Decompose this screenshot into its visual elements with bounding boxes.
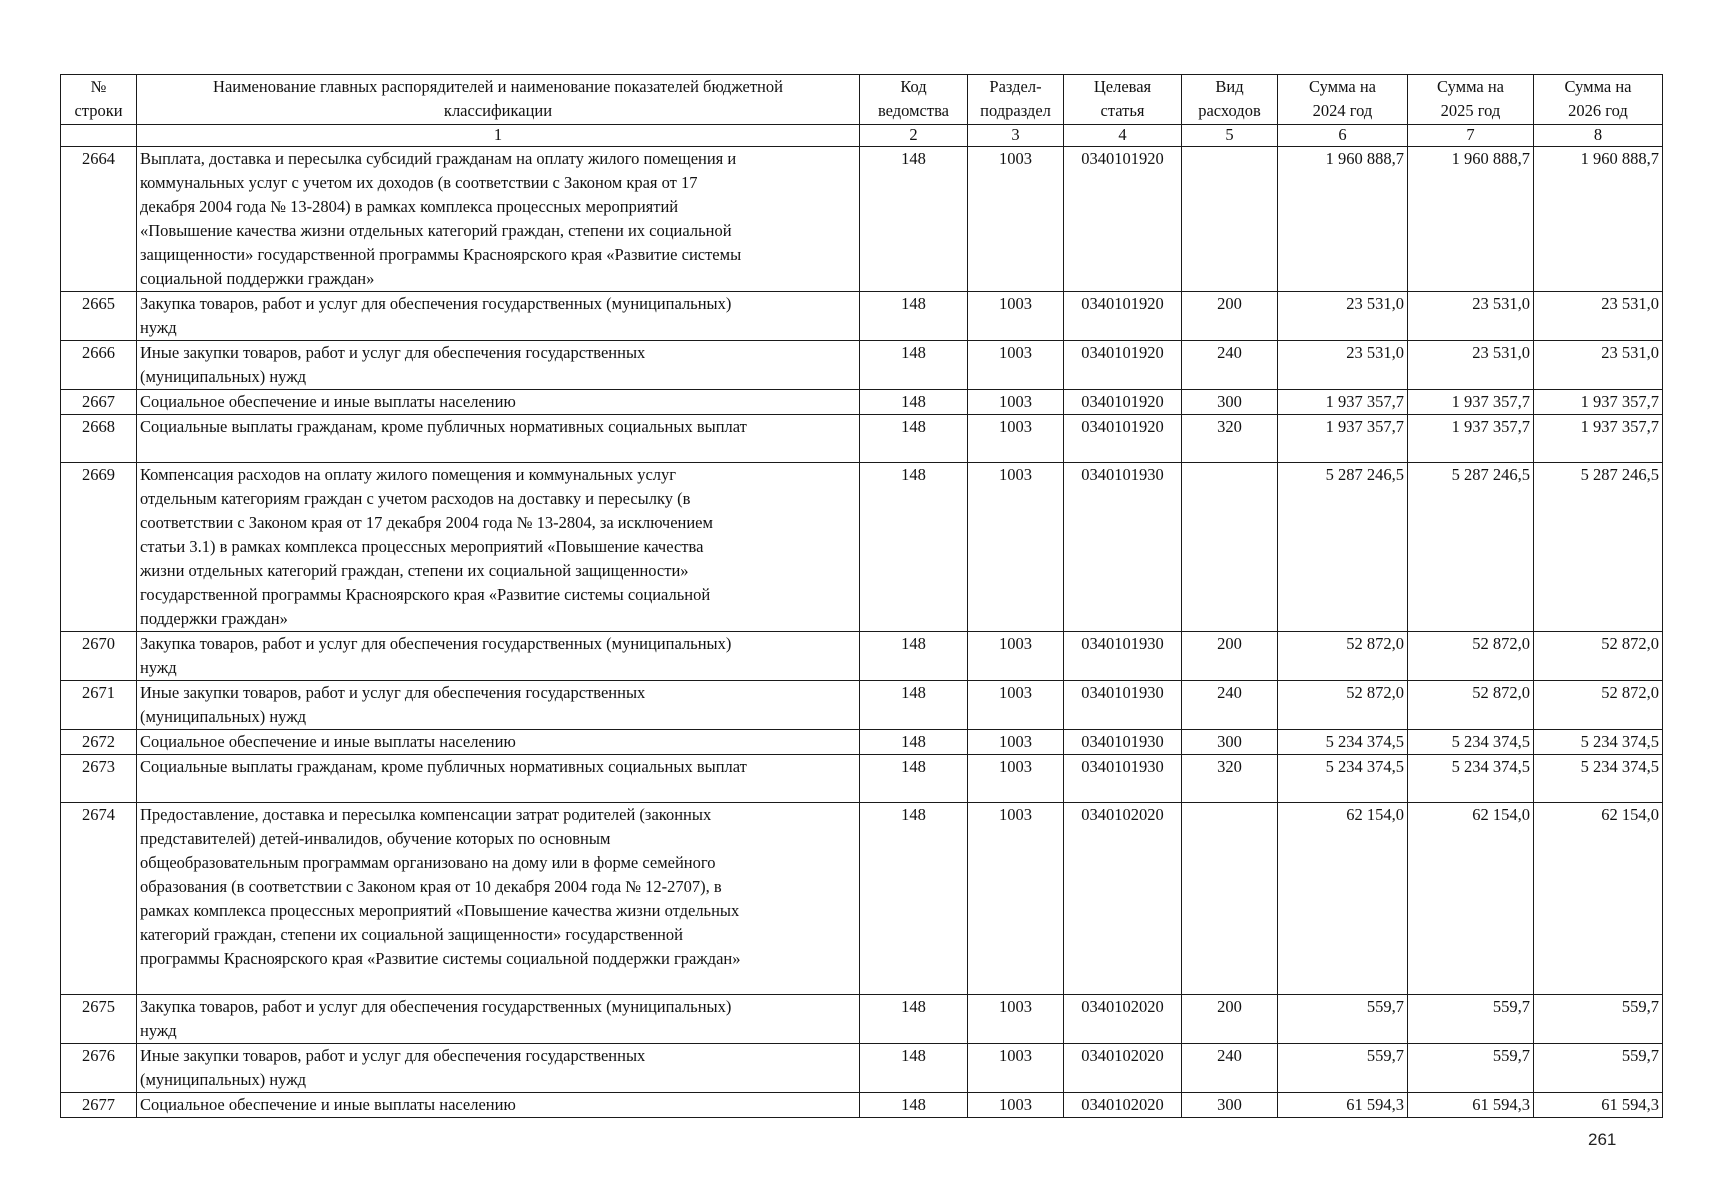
row-sum-2025-cell: 23 531,0: [1408, 292, 1534, 341]
row-razdel-cell: 1003: [968, 1044, 1064, 1093]
row-sum-2026-cell: 1 937 357,7: [1534, 415, 1663, 463]
row-number-cell: 2668: [61, 415, 137, 463]
header-sum-2025: Сумма на 2025 год: [1408, 75, 1534, 125]
row-sum-2026-cell: 5 234 374,5: [1534, 755, 1663, 803]
row-number-cell: 2677: [61, 1093, 137, 1118]
row-name-cell: Социальные выплаты гражданам, кроме публичных нормативных социальных выплат: [137, 755, 860, 803]
row-vid-cell: 300: [1182, 390, 1278, 415]
row-razdel-cell: 1003: [968, 632, 1064, 681]
row-ved-cell: 148: [860, 415, 968, 463]
row-razdel-cell: 1003: [968, 415, 1064, 463]
row-razdel-cell: 1003: [968, 147, 1064, 292]
column-number: 2: [860, 125, 968, 147]
row-sum-2026-cell: 5 287 246,5: [1534, 463, 1663, 632]
row-ved-cell: 148: [860, 341, 968, 390]
row-number-cell: 2675: [61, 995, 137, 1044]
table-row: [61, 730, 1663, 755]
column-number: 7: [1408, 125, 1534, 147]
budget-table: [60, 74, 1663, 1118]
header-sum-2026: Сумма на 2026 год: [1534, 75, 1663, 125]
row-ved-cell: 148: [860, 1093, 968, 1118]
header-vid: Вид расходов: [1182, 75, 1278, 125]
column-number: 4: [1064, 125, 1182, 147]
header-statya: Целевая статья: [1064, 75, 1182, 125]
row-sum-2024-cell: 5 234 374,5: [1278, 730, 1408, 755]
header-row-number: № строки: [61, 75, 137, 125]
row-sum-2025-cell: 1 937 357,7: [1408, 415, 1534, 463]
row-sum-2025-cell: 52 872,0: [1408, 632, 1534, 681]
row-number-cell: 2669: [61, 463, 137, 632]
row-vid-cell: 200: [1182, 995, 1278, 1044]
table-row: [61, 463, 1663, 632]
row-name-cell: Иные закупки товаров, работ и услуг для обеспечения государственных (муниципальных) нужд: [137, 341, 860, 390]
row-razdel-cell: 1003: [968, 995, 1064, 1044]
row-ved-cell: 148: [860, 390, 968, 415]
row-sum-2026-cell: 52 872,0: [1534, 681, 1663, 730]
row-name-cell: Предоставление, доставка и пересылка компенсации затрат родителей (законных представителей) детей-инвалидов, обучение которых по основным общеобразовательным программам организовано на дому или в форме семейного образования (в соответствии с Законом края от 10 декабря 2004 года № 12-2707), в рамках комплекса процессных мероприятий «Повышение качества жизни отдельных категорий граждан, степени их социальной защищенности» государственной программы Красноярского края «Развитие системы социальной поддержки граждан»: [137, 803, 860, 995]
header-ved: Код ведомства: [860, 75, 968, 125]
row-sum-2025-cell: 559,7: [1408, 995, 1534, 1044]
table-row: [61, 1044, 1663, 1093]
row-razdel-cell: 1003: [968, 390, 1064, 415]
row-statya-cell: 0340101920: [1064, 147, 1182, 292]
row-ved-cell: 148: [860, 803, 968, 995]
table-row: [61, 1093, 1663, 1118]
row-sum-2024-cell: 52 872,0: [1278, 632, 1408, 681]
row-sum-2024-cell: 559,7: [1278, 1044, 1408, 1093]
row-name-cell: Иные закупки товаров, работ и услуг для обеспечения государственных (муниципальных) нужд: [137, 681, 860, 730]
row-sum-2025-cell: 1 960 888,7: [1408, 147, 1534, 292]
row-vid-cell: 200: [1182, 632, 1278, 681]
row-sum-2024-cell: 23 531,0: [1278, 341, 1408, 390]
row-sum-2026-cell: 1 960 888,7: [1534, 147, 1663, 292]
row-sum-2025-cell: 1 937 357,7: [1408, 390, 1534, 415]
row-vid-cell: 240: [1182, 1044, 1278, 1093]
row-statya-cell: 0340101920: [1064, 390, 1182, 415]
row-sum-2024-cell: 1 960 888,7: [1278, 147, 1408, 292]
row-sum-2026-cell: 61 594,3: [1534, 1093, 1663, 1118]
row-sum-2025-cell: 5 234 374,5: [1408, 755, 1534, 803]
row-name-cell: Иные закупки товаров, работ и услуг для обеспечения государственных (муниципальных) нужд: [137, 1044, 860, 1093]
row-statya-cell: 0340101930: [1064, 755, 1182, 803]
row-sum-2025-cell: 61 594,3: [1408, 1093, 1534, 1118]
row-statya-cell: 0340102020: [1064, 1093, 1182, 1118]
row-name-cell: Закупка товаров, работ и услуг для обеспечения государственных (муниципальных) нужд: [137, 292, 860, 341]
row-razdel-cell: 1003: [968, 730, 1064, 755]
row-number-cell: 2671: [61, 681, 137, 730]
page-number: 261: [1588, 1130, 1617, 1149]
row-ved-cell: 148: [860, 292, 968, 341]
row-name-cell: Компенсация расходов на оплату жилого помещения и коммунальных услуг отдельным категориям граждан с учетом расходов на доставку и пересылку (в соответствии с Законом края от 17 декабря 2004 года № 13-2804, за исключением статьи 3.1) в рамках комплекса процессных мероприятий «Повышение качества жизни отдельных категорий граждан, степени их социальной защищенности» государственной программы Красноярского края «Развитие системы социальной поддержки граждан»: [137, 463, 860, 632]
row-sum-2025-cell: 62 154,0: [1408, 803, 1534, 995]
row-sum-2024-cell: 62 154,0: [1278, 803, 1408, 995]
row-name-cell: Выплата, доставка и пересылка субсидий гражданам на оплату жилого помещения и коммунальных услуг с учетом их доходов (в соответствии с Законом края от 17 декабря 2004 года № 13-2804) в рамках комплекса процессных мероприятий «Повышение качества жизни отдельных категорий граждан, степени их социальной защищенности» государственной программы Красноярского края «Развитие системы социальной поддержки граждан»: [137, 147, 860, 292]
table-row: [61, 390, 1663, 415]
row-name-cell: Закупка товаров, работ и услуг для обеспечения государственных (муниципальных) нужд: [137, 632, 860, 681]
row-statya-cell: 0340102020: [1064, 803, 1182, 995]
row-razdel-cell: 1003: [968, 463, 1064, 632]
row-statya-cell: 0340102020: [1064, 995, 1182, 1044]
table-row: [61, 147, 1663, 292]
row-sum-2026-cell: 62 154,0: [1534, 803, 1663, 995]
column-number: [61, 125, 137, 147]
row-name-cell: Социальное обеспечение и иные выплаты населению: [137, 730, 860, 755]
row-sum-2024-cell: 23 531,0: [1278, 292, 1408, 341]
row-razdel-cell: 1003: [968, 681, 1064, 730]
row-sum-2026-cell: 5 234 374,5: [1534, 730, 1663, 755]
row-vid-cell: 200: [1182, 292, 1278, 341]
column-number: 6: [1278, 125, 1408, 147]
row-vid-cell: [1182, 803, 1278, 995]
row-name-cell: Социальное обеспечение и иные выплаты населению: [137, 390, 860, 415]
header-razdel: Раздел- подраздел: [968, 75, 1064, 125]
row-razdel-cell: 1003: [968, 341, 1064, 390]
row-sum-2025-cell: 52 872,0: [1408, 681, 1534, 730]
row-sum-2024-cell: 5 287 246,5: [1278, 463, 1408, 632]
table-row: [61, 341, 1663, 390]
header-row: [61, 75, 1663, 125]
row-ved-cell: 148: [860, 681, 968, 730]
row-name-cell: Социальное обеспечение и иные выплаты населению: [137, 1093, 860, 1118]
row-statya-cell: 0340101930: [1064, 632, 1182, 681]
row-number-cell: 2664: [61, 147, 137, 292]
row-vid-cell: 240: [1182, 681, 1278, 730]
row-sum-2025-cell: 5 287 246,5: [1408, 463, 1534, 632]
row-ved-cell: 148: [860, 463, 968, 632]
table-body: [61, 147, 1663, 1118]
table-row: [61, 292, 1663, 341]
row-statya-cell: 0340101920: [1064, 341, 1182, 390]
table-row: [61, 632, 1663, 681]
row-number-cell: 2673: [61, 755, 137, 803]
row-number-cell: 2665: [61, 292, 137, 341]
header-sum-2024: Сумма на 2024 год: [1278, 75, 1408, 125]
table-row: [61, 995, 1663, 1044]
table-row: [61, 681, 1663, 730]
row-razdel-cell: 1003: [968, 292, 1064, 341]
column-number: 8: [1534, 125, 1663, 147]
row-ved-cell: 148: [860, 730, 968, 755]
row-number-cell: 2666: [61, 341, 137, 390]
row-sum-2024-cell: 52 872,0: [1278, 681, 1408, 730]
row-vid-cell: 320: [1182, 415, 1278, 463]
row-number-cell: 2676: [61, 1044, 137, 1093]
row-vid-cell: 240: [1182, 341, 1278, 390]
row-number-cell: 2670: [61, 632, 137, 681]
row-ved-cell: 148: [860, 147, 968, 292]
row-statya-cell: 0340101930: [1064, 730, 1182, 755]
row-ved-cell: 148: [860, 995, 968, 1044]
row-statya-cell: 0340101920: [1064, 415, 1182, 463]
row-razdel-cell: 1003: [968, 803, 1064, 995]
row-sum-2026-cell: 559,7: [1534, 995, 1663, 1044]
row-vid-cell: 300: [1182, 1093, 1278, 1118]
table-row: [61, 803, 1663, 995]
row-vid-cell: 320: [1182, 755, 1278, 803]
row-statya-cell: 0340101930: [1064, 463, 1182, 632]
row-number-cell: 2672: [61, 730, 137, 755]
row-sum-2025-cell: 5 234 374,5: [1408, 730, 1534, 755]
row-razdel-cell: 1003: [968, 1093, 1064, 1118]
row-sum-2024-cell: 559,7: [1278, 995, 1408, 1044]
row-sum-2024-cell: 1 937 357,7: [1278, 415, 1408, 463]
row-vid-cell: [1182, 463, 1278, 632]
column-number-row: [61, 125, 1663, 147]
row-vid-cell: [1182, 147, 1278, 292]
row-statya-cell: 0340101920: [1064, 292, 1182, 341]
row-name-cell: Закупка товаров, работ и услуг для обеспечения государственных (муниципальных) нужд: [137, 995, 860, 1044]
row-sum-2026-cell: 1 937 357,7: [1534, 390, 1663, 415]
row-ved-cell: 148: [860, 755, 968, 803]
row-statya-cell: 0340102020: [1064, 1044, 1182, 1093]
row-number-cell: 2674: [61, 803, 137, 995]
row-number-cell: 2667: [61, 390, 137, 415]
row-sum-2024-cell: 1 937 357,7: [1278, 390, 1408, 415]
row-sum-2025-cell: 23 531,0: [1408, 341, 1534, 390]
row-sum-2026-cell: 23 531,0: [1534, 341, 1663, 390]
row-sum-2025-cell: 559,7: [1408, 1044, 1534, 1093]
row-sum-2026-cell: 23 531,0: [1534, 292, 1663, 341]
row-ved-cell: 148: [860, 632, 968, 681]
column-number: 1: [137, 125, 860, 147]
row-sum-2026-cell: 52 872,0: [1534, 632, 1663, 681]
table-row: [61, 415, 1663, 463]
row-ved-cell: 148: [860, 1044, 968, 1093]
row-vid-cell: 300: [1182, 730, 1278, 755]
row-statya-cell: 0340101930: [1064, 681, 1182, 730]
column-number: 3: [968, 125, 1064, 147]
row-razdel-cell: 1003: [968, 755, 1064, 803]
header-name: Наименование главных распорядителей и наименование показателей бюджетной классификации: [137, 75, 860, 125]
row-sum-2024-cell: 61 594,3: [1278, 1093, 1408, 1118]
row-name-cell: Социальные выплаты гражданам, кроме публичных нормативных социальных выплат: [137, 415, 860, 463]
table-row: [61, 755, 1663, 803]
row-sum-2026-cell: 559,7: [1534, 1044, 1663, 1093]
row-sum-2024-cell: 5 234 374,5: [1278, 755, 1408, 803]
column-number: 5: [1182, 125, 1278, 147]
